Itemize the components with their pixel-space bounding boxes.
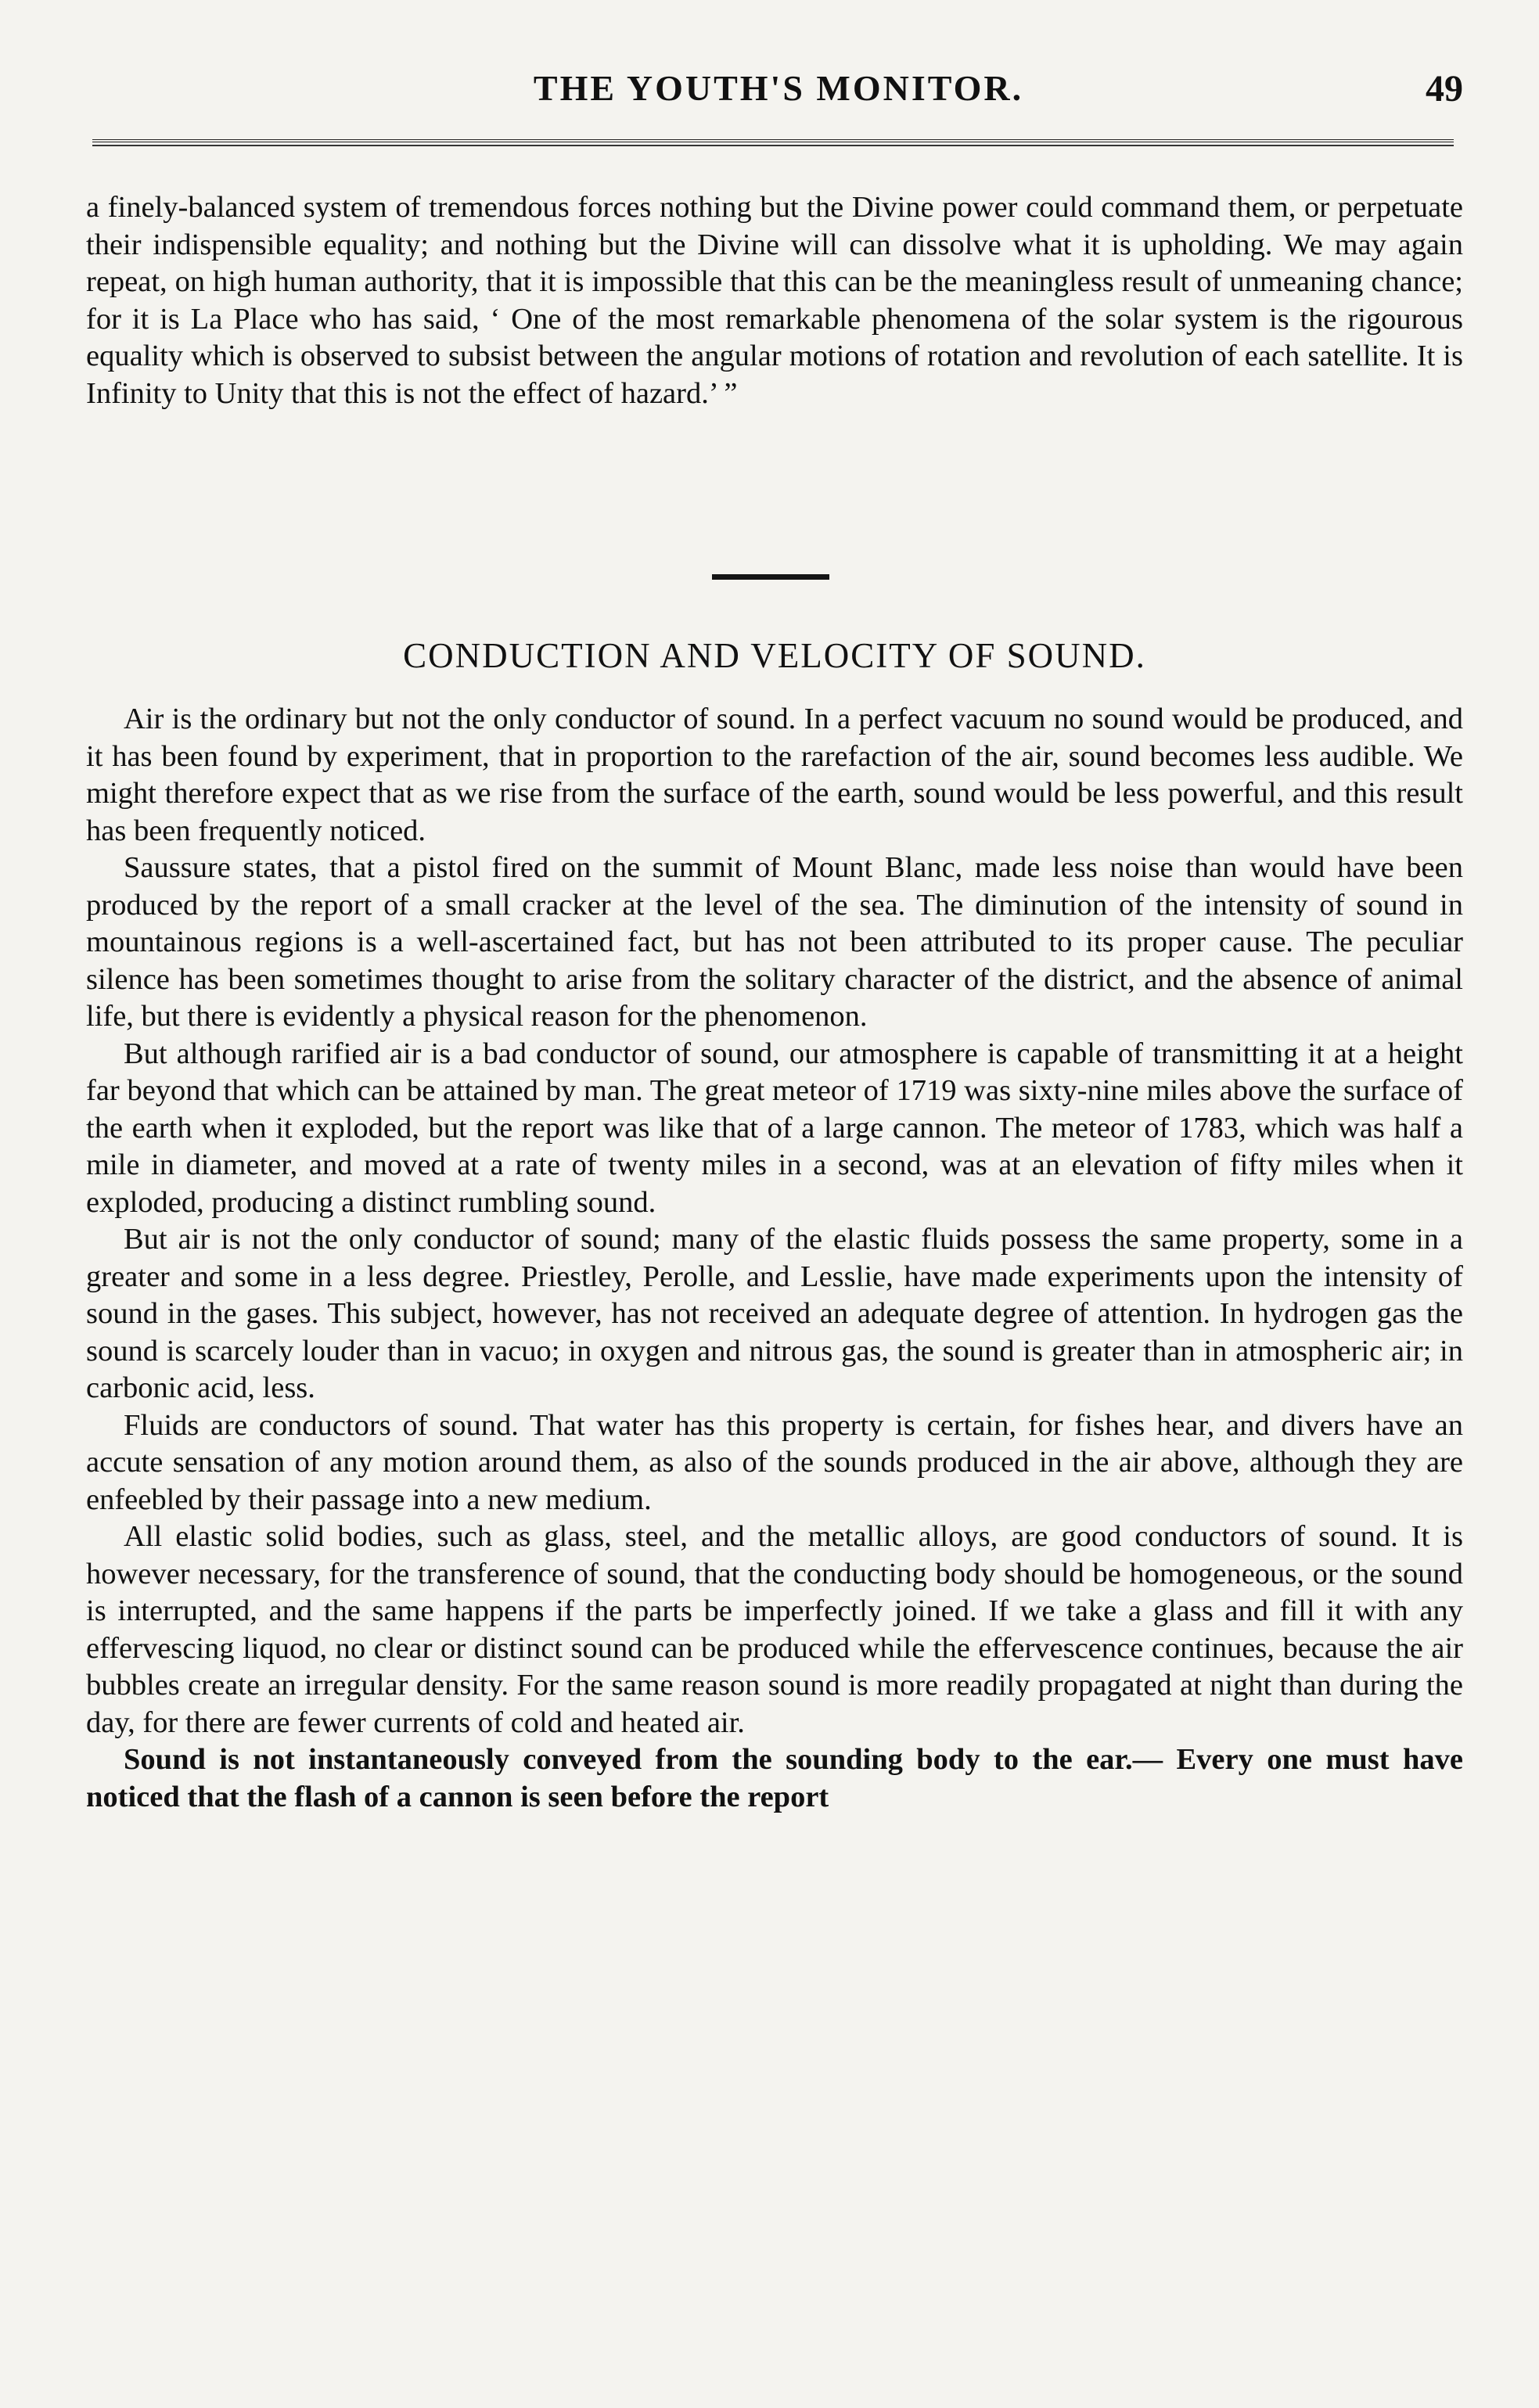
paragraph: Saussure states, that a pistol fired on the summit of Mount Blanc, made less noise than would have been produced by the report of a small cracker at the level of the sea. The diminution of the intensity of sound in mountainous regions is a well-ascertained fact, but has not been attributed to its proper cause. The peculiar silence has been sometimes thought to arise from the solitary character of the district, and the absence of animal life, but there is evidently a physical reason for the phenomenon. <box>86 851 1463 1033</box>
running-head <box>94 67 1463 122</box>
section-heading: CONDUCTION AND VELOCITY OF SOUND. <box>403 636 1146 675</box>
section-divider <box>712 574 829 580</box>
page-number: 49 <box>1426 68 1463 110</box>
paragraph: But air is not the only conductor of sound; many of the elastic fluids possess the same property, some in a greater and some in a less degree. Priestley, Perolle, and Lesslie, have made experiments upon the intensity of sound in the gases. This subject, however, has not received an adequate degree of attention. In hydrogen gas the sound is scarcely louder than in vacuo; in oxygen and nitrous gas, the sound is greater than in atmospheric air; in carbonic acid, less. <box>86 1223 1463 1404</box>
running-title: THE YOUTH'S MONITOR. <box>533 68 1024 108</box>
section-body <box>86 701 1463 1816</box>
paragraph: But although rarified air is a bad conductor of sound, our atmosphere is capable of transmitting it at a height far beyond that which can be attained by man. The great meteor of 1719 was sixty-nine miles above the surface of the earth when it exploded, but the report was like that of a large cannon. The meteor of 1783, which was half a mile in diameter, and moved at a rate of twenty miles in a second, was at an elevation of fifty miles when it exploded, producing a distinct rumbling sound. <box>86 1037 1463 1219</box>
paragraph: Fluids are conductors of sound. That water has this property is certain, for fishes hear, and divers have an accute sensation of any motion around them, as also of the sounds produced in the air above, although they are enfeebled by their passage into a new medium. <box>86 1408 1463 1516</box>
paragraph: Sound is not instantaneously conveyed from the sounding body to the ear.— Every one must have noticed that the flash of a cannon is seen before the report <box>86 1743 1463 1813</box>
header-rule <box>92 139 1454 146</box>
paragraph: All elastic solid bodies, such as glass, steel, and the metallic alloys, are good conductors of sound. It is however necessary, for the transference of sound, that the conducting body should be homogeneous, or the sound is interrupted, and the same happens if the parts be imperfectly joined. If we take a glass and fill it with any effervescing liquod, no clear or distinct sound can be produced while the effervescence continues, because the air bubbles create an irregular density. For the same reason sound is more readily propagated at night than during the day, for there are fewer currents of cold and heated air. <box>86 1520 1463 1739</box>
intro-text <box>86 189 1463 412</box>
paragraph: Air is the ordinary but not the only conductor of sound. In a perfect vacuum no sound would be produced, and it has been found by experiment, that in proportion to the rarefaction of the air, sound becomes less audible. We might therefore expect that as we rise from the surface of the earth, sound would be less powerful, and this result has been frequently noticed. <box>86 703 1463 847</box>
intro-paragraph: a finely-balanced system of tremendous forces nothing but the Divine power could command them, or perpetuate their indispensible equality; and nothing but the Divine will can dissolve what it is upholding. We may again repeat, on high human authority, that it is impossible that this can be the meaningless result of unmeaning chance; for it is La Place who has said, ‘ One of the most remarkable phenomena of the solar system is the rigourous equality which is observed to subsist between the angular motions of rotation and revolution of each satellite. It is Infinity to Unity that this is not the effect of hazard.’ ” <box>86 191 1463 410</box>
